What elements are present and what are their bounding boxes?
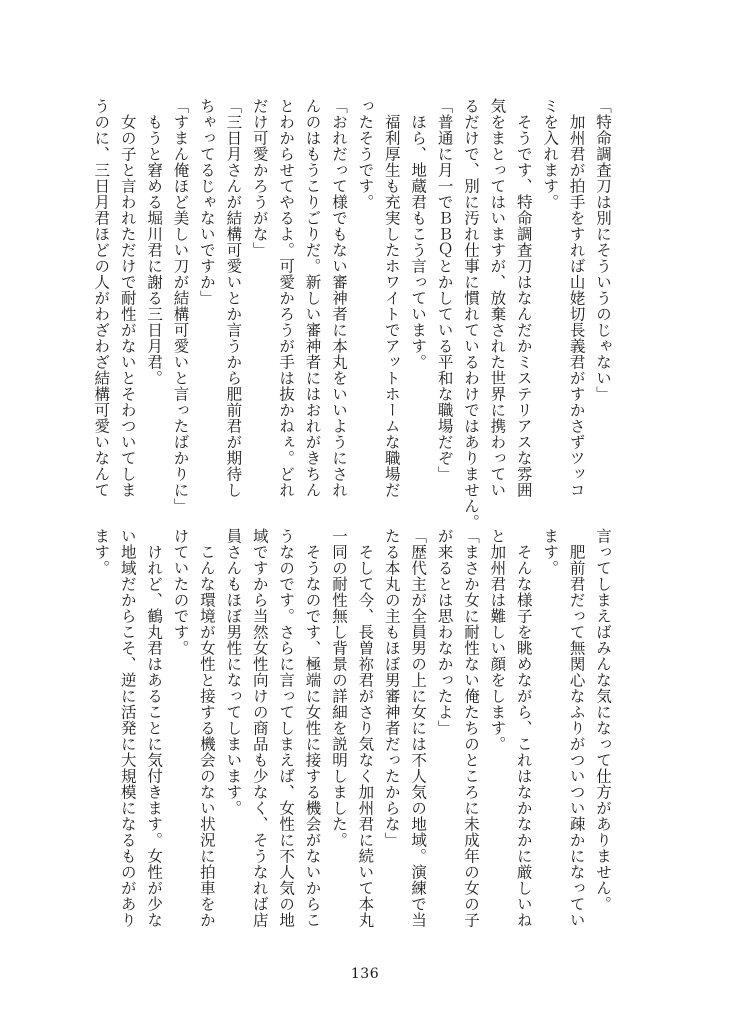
text-line: 「三日月さんが結構可愛いとか言うから肥前君が期待し <box>224 98 243 498</box>
text-line: 「特命調査刀は別にそういうのじゃない」 <box>594 98 612 402</box>
text-line: 女の子と言われただけで耐性がないとそわついてしま <box>118 98 137 498</box>
text-line: うなのです。さらに言ってしまえば、女性に不人気の地 <box>277 528 296 928</box>
text-line: うのに、三日月君ほどの人がわざわざ結構可愛いなんて <box>92 98 111 498</box>
text-line: だけ可愛かろうがな」 <box>250 98 269 258</box>
text-line: ます。 <box>92 528 111 576</box>
text-line: 肥前君だって無関心なふりがついつい疎かになってい <box>567 528 586 928</box>
text-line: るだけで、別に汚れ仕事に慣れているわけではありません。 <box>461 98 480 530</box>
text-line: が来るとは思わなかったよ」 <box>435 528 454 736</box>
text-line: けていたのです。 <box>171 528 190 656</box>
text-line: 域ですから当然女性向けの商品も少なく、そうなれば店 <box>250 528 269 928</box>
text-line: 「まさか女に耐性ない俺たちのところに未成年の女の子 <box>461 528 480 928</box>
text-line: 福利厚生も充実したホワイトでアットホームな職場だ <box>382 98 401 498</box>
page-number: 136 <box>350 966 380 982</box>
text-line: 員さんもほぼ男性になってしまいます。 <box>224 528 243 816</box>
text-line: ったそうです。 <box>356 98 375 210</box>
text-line: 一同の耐性無し背景の詳細を説明しました。 <box>329 528 348 848</box>
text-block-bottom <box>88 528 616 948</box>
text-line: もうと窘める堀川君に謝る三日月君。 <box>145 98 164 386</box>
text-line: んのはもうこりごりだ。新しい審神者にはおれがきちん <box>303 98 322 498</box>
text-line: 「普通に月一でＢＢＱとかしている平和な職場だぞ」 <box>435 98 454 482</box>
text-line: 「歴代主が全員男の上に女には不人気の地域。演練で当 <box>409 528 428 928</box>
text-line: 気をまとってはいますが、放棄された世界に携わってい <box>488 98 507 498</box>
text-line: そんな様子を眺めながら、これはなかなかに厳しいね <box>514 528 533 928</box>
text-line: こんな環境が女性と接する機会のない状況に拍車をか <box>197 528 216 928</box>
text-line: ます。 <box>541 528 560 576</box>
text-line: たる本丸の主もほぼ男審神者だったからな」 <box>382 528 401 848</box>
text-line: そうです、特命調査刀はなんだかミステリアスな雰囲 <box>514 98 533 498</box>
text-line: 「おれだって様でもない審神者に本丸をいいようにされ <box>329 98 348 498</box>
text-line: 「すまん俺ほど美しい刀が結構可愛いと言ったばかりに」 <box>171 98 190 514</box>
text-line: そして今、長曽祢君がさり気なく加州君に続いて本丸 <box>356 528 375 928</box>
text-block-top <box>88 98 616 530</box>
text-line: ほら、地蔵君もこう言っています。 <box>409 98 428 370</box>
text-line: そうなのです、極端に女性に接する機会がないからこ <box>303 528 322 928</box>
text-line: と加州君は難しい顔をします。 <box>488 528 507 752</box>
text-line: い地域だからこそ、逆に活発に大規模になるものがあり <box>118 528 137 928</box>
text-line: 加州君が拍手をすれば山姥切長義君がすかさずツッコ <box>567 98 586 498</box>
text-line: けれど、鶴丸君はあることに気付きます。女性が少な <box>145 528 164 928</box>
text-line: 言ってしまえばみんな気になって仕方がありません。 <box>594 528 612 912</box>
text-line: とわからせてやるよ。可愛かろうが手は抜かねぇ。どれ <box>277 98 296 498</box>
text-line: ミを入れます。 <box>541 98 560 210</box>
text-line: ちゃってるじゃないですか」 <box>197 98 216 306</box>
